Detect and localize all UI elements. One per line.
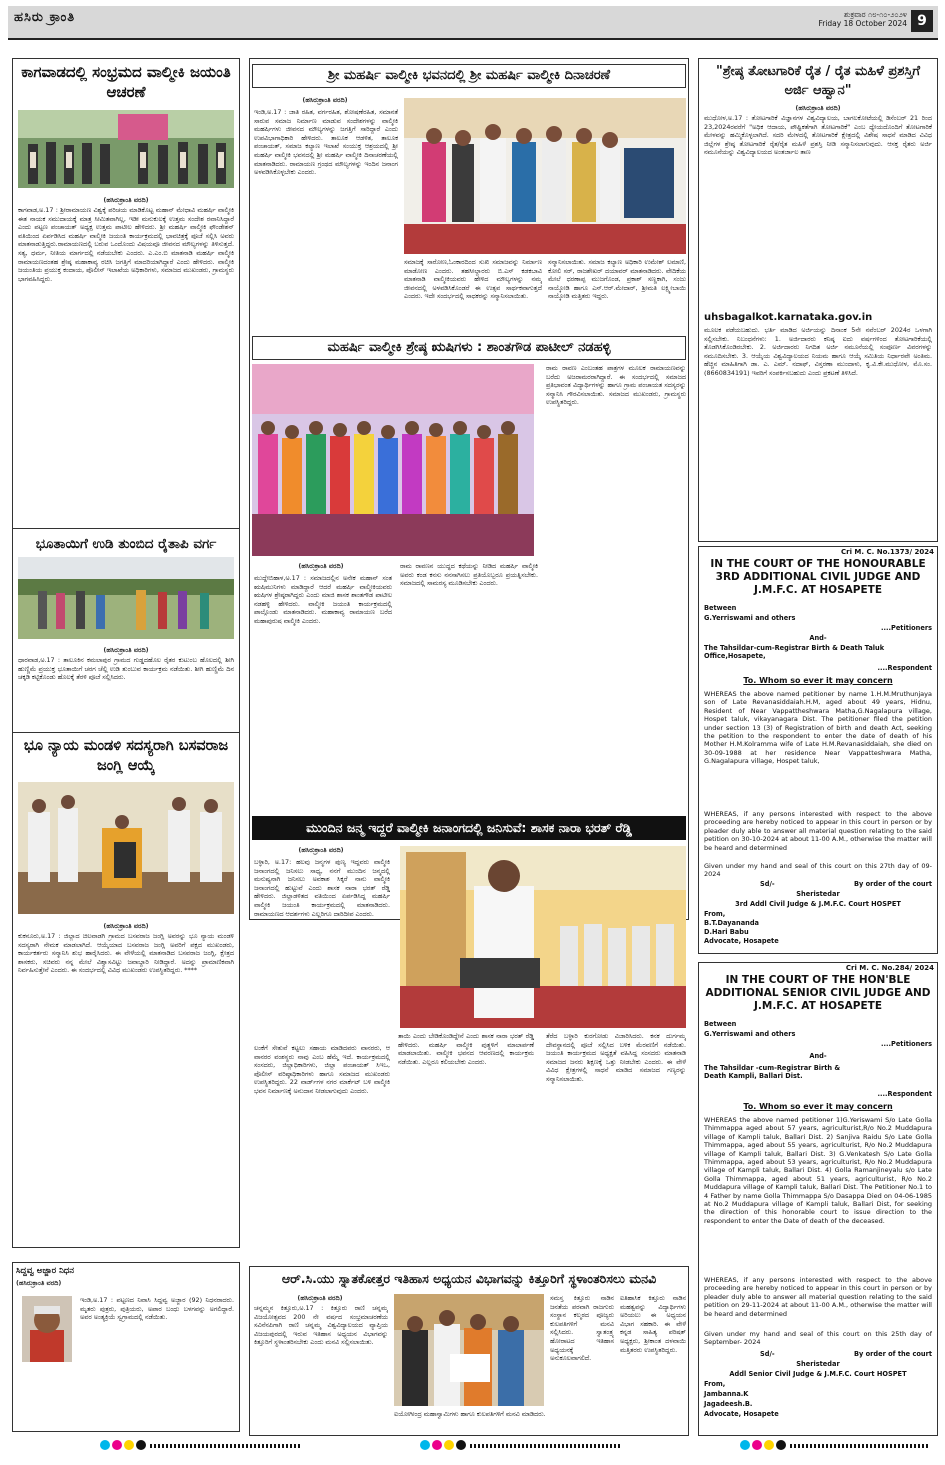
legal-notice-1-ref: Cri M. C. No.1373/ 2024 xyxy=(840,548,934,556)
registration-marks-center xyxy=(420,1440,466,1452)
legal-notice-1-between: Between xyxy=(704,604,737,612)
paper-name: ಹಸಿರು ಕ್ರಾಂತಿ xyxy=(14,10,76,25)
reg-dot-magenta xyxy=(752,1440,762,1450)
registration-marks-left xyxy=(100,1440,146,1452)
story-kagwad-dateline: (ಹಸಿರುಕ್ರಾಂತಿ ವರದಿ) xyxy=(103,196,149,204)
legal-notice-1-respondent-role: ....Respondent xyxy=(877,664,932,672)
reg-dot-yellow xyxy=(124,1440,134,1450)
story-rcu-headline: ಆರ್.ಸಿ.ಯು ಸ್ನಾತಕೋತ್ತರ ಇತಿಹಾಸ ಅಧ್ಯಯನ ವಿಭಾಗವನ್ನು ಕಿತ್ತೂರಿಗೆ ಸ್ಥಳಾಂತರಿಸಲು ಮನವಿ xyxy=(281,1271,657,1286)
legal-notice-2-advocate-2: Jagadeesh.B. xyxy=(704,1400,753,1408)
story-bhutayi-dateline: (ಹಸಿರುಕ್ರಾಂತಿ ವರದಿ) xyxy=(103,646,149,654)
story-bhutayi-photo xyxy=(18,557,234,639)
page-header-bar xyxy=(8,6,938,40)
reg-dot-black xyxy=(776,1440,786,1450)
story-nadahalli-body-a: ಮುದ್ದೇಬಿಹಾಳ,ಅ.17 : ಸಮಾಜದಲ್ಲಿನ ಅನೇಕ ಮಹಾನ್ ಸಂತ ಋಷಿಮುನಿಗಳು ಮಾಡಿದ್ದಾರೆ ಆದರೆ ಮಹರ್ಷಿ ವಾಲ್ಮೀಕಿಯವರು ಋಷಿಗಳ ಶ್ರೇಷ್ಠರಾಗಿದ್ದರು ಎಂದು ಮಾಜಿ ಶಾಸಕ ಶಾಂತಗೌಡ ಪಾಟೀಲ ನಡಹಳ್ಳಿ ಹೇಳಿದರು. ವಾಲ್ಮೀಕಿ ಜಯಂತಿ ಕಾರ್ಯಕ್ರಮದಲ್ಲಿ ಪಾಲ್ಗೊಂಡು ಮಾತನಾಡಿದರು. ಮಹಾಕಾವ್ಯ ರಾಮಾಯಣ ಬರೆದ ಮಹಾಪುರುಷ ವಾಲ್ಮೀಕಿ ಎಂದರು. xyxy=(254,574,392,625)
legal-notice-2-court-short: Addl Senior Civil Judge & J.M.F.C. Court HOSPET xyxy=(729,1370,907,1378)
obituary-body: ಇಂಡಿ,ಅ.17 : ಪಟ್ಟಣದ ನಿವಾಸಿ ಸಿದ್ದವ್ವ ಅಜ್ಜಾರ (92) ನಿಧನರಾದರು. ಮೃತರು ಪುತ್ರರು, ಪುತ್ರಿಯರು, ಅಪಾರ ಬಂಧು ಬಳಗವನ್ನು ಅಗಲಿದ್ದಾರೆ. ಅವರ ಅಂತ್ಯಕ್ರಿಯೆ ಸ್ವಗ್ರಾಮದಲ್ಲಿ ನಡೆಯಿತು. xyxy=(80,1296,234,1322)
reg-dot-black xyxy=(456,1440,466,1450)
reg-dot-magenta xyxy=(112,1440,122,1450)
story-nadahalli-photo xyxy=(252,364,534,556)
obituary-title: ಸಿದ್ದವ್ವ ಅಜ್ಜಾರ ನಿಧನ xyxy=(16,1266,75,1276)
story-indi-photo xyxy=(404,98,686,254)
legal-notice-2-petitioner-role: ....Petitioners xyxy=(880,1040,932,1048)
story-nadahalli-body-b: ರಾಮ ರಾವಣನ ಯುದ್ಧದ ಕಥೆಯನ್ನು ನೀಡಿದ ಮಹರ್ಷಿ ವಾಲ್ಮೀಕಿ ಅವರು ಕಂಡ ಕನಸು ನನಸಾಗಿಸಲು ಪ್ರತಿಯೊಬ್ಬರೂ ಪ್ರಯತ್ನಿಸಬೇಕು. ಸಮಾಜದಲ್ಲಿ ಸಾಮರಸ್ಯ ಮೂಡಿಸಬೇಕು ಎಂದರು. xyxy=(400,562,538,588)
story-horticulture-body-a: ಮುಧೋಳ,ಅ.17 : ತೋಟಗಾರಿಕೆ ವಿಜ್ಞಾನಗಳ ವಿಶ್ವವಿದ್ಯಾಲಯ, ಬಾಗಲಕೋಟೆಯಲ್ಲಿ ಡಿಸೆಂಬರ್ 21 ರಿಂದ 23,2024ರವರೆಗೆ "ಅಧಿಕ ಆದಾಯ, ಪೌಷ್ಟಿಕತೆಗಾಗಿ ತೋಟಗಾರಿಕೆ" ಎಂಬ ಧ್ಯೇಯದೊಂದಿಗೆ ತೋಟಗಾರಿಕೆ ಮೇಳವನ್ನು ಹಮ್ಮಿಕೊಳ್ಳಲಾಗಿದೆ. ಸದರಿ ಮೇಳದಲ್ಲಿ ತೋಟಗಾರಿಕೆ ಕ್ಷೇತ್ರದಲ್ಲಿ ವಿಶೇಷ ಸಾಧನೆ ಮಾಡಿದ ವಿವಿಧ ಜಿಲ್ಲೆಗಳ ಶ್ರೇಷ್ಠ ತೋಟಗಾರಿಕೆ ರೈತ/ರೈತ ಮಹಿಳೆ ಪ್ರಶಸ್ತಿ ನೀಡಿ ಸನ್ಮಾನಿಸಲಾಗುವುದು. ಆಸಕ್ತ ರೈತರು ಅರ್ಜಿ ನಮೂನೆಯನ್ನು ವಿಶ್ವವಿದ್ಯಾಲಯದ ಅಂತರ್ಜಾಲ ತಾಣ xyxy=(704,114,932,157)
legal-notice-1-court-short: 3rd Addl Civil Judge & J.M.F.C. Court HOSPET xyxy=(735,900,901,908)
legal-notice-2-body3: Given under my hand and seal of this court on this 25th day of September- 2024 xyxy=(704,1330,932,1347)
reg-dot-cyan xyxy=(740,1440,750,1450)
divider xyxy=(12,732,240,733)
legal-notice-2-order: By order of the court xyxy=(854,1350,932,1358)
story-nadahalli-body-c: ರಾಮ ರಾವಣ ಎಂಬಂತಹ ಪಾತ್ರಗಳ ಮೂಲಕ ರಾಮಾಯಣವನ್ನು ಬರೆದು ಅಜರಾಮರರಾಗಿದ್ದಾರೆ. ಈ ಸಂದರ್ಭದಲ್ಲಿ ಸಮಾಜದ ಪ್ರತಿಭಾವಂತ ವಿದ್ಯಾರ್ಥಿಗಳನ್ನು ಹಾಗೂ ಗ್ರಾಮ ಪಂಚಾಯತ ಸದಸ್ಯರನ್ನು ಸನ್ಮಾನಿಸಿ ಗೌರವಿಸಲಾಯಿತು. ಸಮಾಜದ ಮುಖಂಡರು, ಗ್ರಾಮಸ್ಥರು ಉಪಸ್ಥಿತರಿದ್ದರು. xyxy=(546,364,686,407)
reg-dot-cyan xyxy=(420,1440,430,1450)
reg-dot-magenta xyxy=(432,1440,442,1450)
story-indi-body-a: ಇಂಡಿ,ಅ.17 : ಜಾತಿ ರಹಿತ, ವರ್ಗರಹಿತ, ಶೋಷಣೆರಹಿತ, ಸಮಾನತೆ ಸಾರುವ ಸಮಾಜ ನಿರ್ಮಾಣ ಮಾಡುವ ಸಂದೇಶಗಳನ್ನು ವಾಲ್ಮೀಕಿ ಮಹರ್ಷಿಗಳು ಜೀವನದ ಮೌಲ್ಯಗಳನ್ನು ಜಗತ್ತಿಗೆ ಸಾರಿದ್ದಾರೆ ಎಂದು ಉಪವಿಭಾಗಾಧಿಕಾರಿ ಹೇಳಿದರು. ತಾಲೂಕ ಆಡಳಿತ, ತಾಲೂಕ ಪಂಚಾಯತ್, ಸಮಾಜ ಕಲ್ಯಾಣ ಇಲಾಖೆ ಸಂಯುಕ್ತ ಆಶ್ರಯದಲ್ಲಿ ಶ್ರೀ ಮಹರ್ಷಿ ವಾಲ್ಮೀಕಿ ಭವನದಲ್ಲಿ ಶ್ರೀ ಮಹರ್ಷಿ ವಾಲ್ಮೀಕಿ ದಿನಾಚರಣೆಯಲ್ಲಿ ಮಾತನಾಡಿದರು. ರಾಮಾಯಣ ಗ್ರಂಥದ ಮೌಲ್ಯಗಳನ್ನು ಇಂದಿನ ಜನಾಂಗ ಅಳವಡಿಸಿಕೊಳ್ಳಬೇಕು ಎಂದರು. xyxy=(254,108,398,177)
obituary-portrait xyxy=(22,1296,72,1362)
story-reddy-headline: ಮುಂದಿನ ಜನ್ಮ ಇದ್ದರೆ ವಾಲ್ಮೀಕಿ ಜನಾಂಗದಲ್ಲಿ ಜನಿಸುವೆ: ಶಾಸಕ ನಾರಾ ಭರತ್ ರೆಡ್ಡಿ xyxy=(252,816,686,840)
legal-notice-2-advocate-1: Jambanna.K xyxy=(704,1390,749,1398)
legal-notice-1-to-whom: To. Whom so ever it may concern xyxy=(743,676,893,685)
story-bhutayi-body: ಧಾರವಾಡ,ಅ.17 : ತಾಲೂಕಿನ ಕಮಲಾಪುರ ಗ್ರಾಮದ ಗುಡ್ಡದಹೊಲ ರೈತರ ಕುಟುಂಬ ಹೊಲದಲ್ಲಿ ಶೀಗಿ ಹುಣ್ಣಿಮೆ ಪ್ರಯುಕ್ತ ಭೂತಾಯಿಗೆ ಚರಗ ಚೆಲ್ಲಿ ಉಡಿ ತುಂಬುವ ಕಾರ್ಯಕ್ರಮ ನಡೆಯಿತು. ಶೀಗಿ ಹುಣ್ಣಿಮೆ ದಿನ ಚಕ್ಕಡಿ ಕಟ್ಟಿಕೊಂಡು ಹೊಲಕ್ಕೆ ತೆರಳಿ ಪೂಜೆ ಸಲ್ಲಿಸಿದರು. xyxy=(18,656,234,682)
legal-notice-2-from: From, xyxy=(704,1380,726,1388)
story-nadahalli-dateline: (ಹಸಿರುಕ್ರಾಂತಿ ವರದಿ) xyxy=(298,562,344,570)
legal-notice-1-advocate-1: B.T.Dayananda xyxy=(704,919,760,927)
story-horticulture-headline: "ಶ್ರೇಷ್ಠ ತೋಟಗಾರಿಕೆ ರೈತ / ರೈತ ಮಹಿಳೆ ಪ್ರಶಸ್ತಿಗೆ ಅರ್ಜಿ ಆಹ್ವಾನ" xyxy=(716,64,920,98)
story-rcu-caption: ಐಯೋಗೀಂದ್ರ ಮಹಾಸ್ವಾಮಿಗಳು ಹಾಗೂ ಕುಲಪತಿಗಳಿಗೆ ಮನವಿ ಮಾಡಿದರು. xyxy=(394,1410,546,1418)
legal-notice-2-to-whom: To. Whom so ever it may concern xyxy=(743,1102,893,1111)
registration-rule-right xyxy=(790,1444,930,1448)
legal-notice-1-sheristedar: Sheristedar xyxy=(796,890,840,898)
reg-dot-yellow xyxy=(764,1440,774,1450)
registration-rule-center xyxy=(470,1444,620,1448)
story-horticulture-dateline: (ಹಸಿರುಕ್ರಾಂತಿ ವರದಿ) xyxy=(795,104,841,112)
legal-notice-2-respondent-role: ....Respondent xyxy=(877,1090,932,1098)
story-reddy-body-b: ಲಂಕೆಗೆ ಸೇತುವೆ ಕಟ್ಟಲು ಸಹಾಯ ಮಾಡಿದವರು ವಾನರರು, ಆ ವಾನರರ ವಂಶಸ್ಥರು ನಾವು ಎಂಬ ಹೆಮ್ಮೆ ಇದೆ. ಕಾರ್ಯಕ್ರಮದಲ್ಲಿ ಸಂಸದರು, ಜಿಲ್ಲಾಧಿಕಾರಿಗಳು, ಜಿಲ್ಲಾ ಪಂಚಾಯತ್ ಸಿಇಒ, ಪೊಲೀಸ್ ವರಿಷ್ಠಾಧಿಕಾರಿಗಳು ಹಾಗೂ ಸಮಾಜದ ಮುಖಂಡರು ಉಪಸ್ಥಿತರಿದ್ದರು. 22 ವಾರ್ಡ್‌ಗಳ ನಗರ ಮಾರ್ಕೆಟ್ ಬಳಿ ವಾಲ್ಮೀಕಿ ಭವನ ನಿರ್ಮಾಣಕ್ಕೆ ಅನುದಾನ ನೀಡಲಾಗುವುದು ಎಂದರು. xyxy=(254,1044,390,1095)
legal-notice-1-petitioner: G.Yerriswami and others xyxy=(704,614,796,622)
story-rcu-body-a: ಚನ್ನಮ್ಮನ ಕಿತ್ತೂರು,ಅ.17 : ಕಿತ್ತೂರು ರಾಣಿ ಚನ್ನಮ್ಮ ವಿಜಯೋತ್ಸವದ 200 ನೇ ವರ್ಷದ ಸಂಭ್ರಮಾಚರಣೆಯ ಸವಿನೆನಪಿಗಾಗಿ ರಾಣಿ ಚನ್ನಮ್ಮ ವಿಶ್ವವಿದ್ಯಾಲಯದ ವ್ಯಾಪ್ತಿಯ ವಿಜಯಪುರದಲ್ಲಿ ಇರುವ ಇತಿಹಾಸ ಅಧ್ಯಯನ ವಿಭಾಗವನ್ನು ಕಿತ್ತೂರಿಗೆ ಸ್ಥಳಾಂತರಿಸಬೇಕು ಎಂದು ಮನವಿ ಸಲ್ಲಿಸಲಾಯಿತು. xyxy=(254,1304,388,1347)
legal-notice-2-between: Between xyxy=(704,1020,737,1028)
story-jangli-photo xyxy=(18,782,234,914)
story-horticulture-body-b: ಮೂಲಕ ಪಡೆಯಬಹುದು. ಭರ್ತಿ ಮಾಡಿದ ಅರ್ಜಿಯನ್ನು ದಿನಾಂಕ 5ನೇ ನವೆಂಬರ್ 2024ರ ಒಳಗಾಗಿ ಸಲ್ಲಿಸಬೇಕು. ನಿಬಂಧನೆಗಳು: 1. ಅರ್ಜಿದಾರರು ಕನಿಷ್ಠ ಐದು ವರ್ಷಗಳಿಂದ ತೋಟಗಾರಿಕೆಯಲ್ಲಿ ತೊಡಗಿಸಿಕೊಂಡಿರಬೇಕು. 2. ಅರ್ಜಿದಾರರು ನಿಗದಿತ ಅರ್ಜಿ ನಮೂನೆಯಲ್ಲಿ ಸಂಪೂರ್ಣ ವಿವರಗಳನ್ನು ನಮೂದಿಸಬೇಕು. 3. ಆಯ್ಕೆಯ ವಿಶ್ವವಿದ್ಯಾಲಯದ ನಿಯಮ ಹಾಗೂ ಆಯ್ಕೆ ಸಮಿತಿಯ ನಿರ್ಧಾರವೇ ಅಂತಿಮ. ಹೆಚ್ಚಿನ ಮಾಹಿತಿಗಾಗಿ ಡಾ. ಎ. ಎಮ್. ನದಾಫ್, ವಿಸ್ತರಣಾ ಮುಂದಾಳು, ಕೃ.ವಿ.ಕೇ.ಮುಧೋಳ, ಮೊ.ಸಂ. (8660834191) ಇವರಿಗೆ ಸಂಪರ್ಕಿಸಬಹುದು ಎಂದು ಪ್ರಕಟಣೆ ತಿಳಿಸಿದೆ. xyxy=(704,326,932,377)
story-indi-body-b: ಸಮಾಜಕ್ಕೆ ಸಾರೋಣ,ಓಂಕಾರದಿಂದ ಸುಖಿ ಸಮಾಜವನ್ನು ನಿರ್ಮಾಣ ಮಾಡೋಣ ಎಂದರು. ತಹಸೀಲ್ದಾರರು ಬಿ.ಎಸ್ ಕಡಕಬಾವಿ ಮಾತನಾಡಿ ವಾಲ್ಮೀಕಿಯವರು ಹೇಳಿದ ಮೌಲ್ಯಗಳನ್ನು ನಮ್ಮ ಜೀವನದಲ್ಲಿ ಅಳವಡಿಸಿಕೊಂಡರೆ ಈ ಉತ್ಸವ ಸಾರ್ಥಕವಾಗುತ್ತದೆ ಎಂದರು. ಇದೇ ಸಂದರ್ಭದಲ್ಲಿ ಸಾಧಕರನ್ನು ಸನ್ಮಾನಿಸಲಾಯಿತು. xyxy=(404,258,542,301)
story-nadahalli-headline: ಮಹರ್ಷಿ ವಾಲ್ಮೀಕಿ ಶ್ರೇಷ್ಠ ಋಷಿಗಳು : ಶಾಂತಗೌಡ ಪಾಟೀಲ್ ನಡಹಳ್ಳಿ xyxy=(252,336,686,360)
story-indi-headline: ಶ್ರೀ ಮಹರ್ಷಿ ವಾಲ್ಮೀಕಿ ಭವನದಲ್ಲಿ ಶ್ರೀ ಮಹರ್ಷಿ ವಾಲ್ಮೀಕಿ ದಿನಾಚರಣೆ xyxy=(252,64,686,88)
legal-notice-1-advocate-3: Advocate, Hosapete xyxy=(704,937,779,945)
legal-notice-1-petitioner-role: ....Petitioners xyxy=(880,624,932,632)
reg-dot-cyan xyxy=(100,1440,110,1450)
legal-notice-2-advocate-3: Advocate, Hosapete xyxy=(704,1410,779,1418)
reg-dot-yellow xyxy=(444,1440,454,1450)
story-rcu-dateline: (ಹಸಿರುಕ್ರಾಂತಿ ವರದಿ) xyxy=(297,1294,343,1302)
legal-notice-2-and: And- xyxy=(809,1052,827,1060)
legal-notice-1-body1: WHEREAS the above named petitioner by name 1.H.M.Mruthunjaya son of Late Revanasiddaiah.H.M, aged about 49 years, Hidnu, Resident of Near Vappattheshwara Matha,G.Nagalapura village, Hospet taluk, vikayanagara Dist. The petitioner filed the petition under section 13 (3) of Registration of birth and death Act, seeking the petition to the respondent to enter the date of death of his Mother H.M.Kolramma wife of Late H.M.Revanasiddaiah, she died on 30-09-1988 at her residence Near Vappatteshwara Matha, G.Nagalapura village, Hospet taluk, xyxy=(704,690,932,766)
legal-notice-2-court: IN THE COURT OF THE HON'BLE ADDITIONAL SENIOR CIVIL JUDGE AND J.M.F.C. AT HOSAPETE xyxy=(705,974,931,1012)
legal-notice-1-body3: Given under my hand and seal of this court on this 27th day of 09- 2024 xyxy=(704,862,932,879)
legal-notice-1-respondent: The Tahsildar-cum-Registrar Birth & Death Taluk Office,Hosapete, xyxy=(704,644,885,661)
legal-notice-1-and: And- xyxy=(809,634,827,642)
registration-rule-left xyxy=(150,1444,300,1448)
divider xyxy=(12,528,240,529)
story-bhutayi-headline: ಭೂತಾಯಿಗೆ ಉಡಿ ತುಂಬಿದ ರೈತಾಪಿ ವರ್ಗ xyxy=(35,536,217,552)
issue-date xyxy=(818,10,907,28)
legal-notice-1-advocate-2: D.Hari Babu xyxy=(704,928,749,936)
legal-notice-1-court: IN THE COURT OF THE HONOURABLE 3RD ADDITIONAL CIVIL JUDGE AND J.M.F.C. AT HOSAPETE xyxy=(710,558,926,596)
story-reddy-dateline: (ಹಸಿರುಕ್ರಾಂತಿ ವರದಿ) xyxy=(298,846,344,854)
page-number: 9 xyxy=(911,10,933,32)
story-indi-dateline: (ಹಸಿರುಕ್ರಾಂತಿ ವರದಿ) xyxy=(302,96,348,104)
story-reddy-body-a: ಬಳ್ಳಾರಿ, ಅ.17: ಹಲವು ಜನ್ಮಗಳ ಪುಣ್ಯ ಇದ್ದವರು ವಾಲ್ಮೀಕಿ ಜನಾಂಗದಲ್ಲಿ ಜನಿಸಲು ಸಾಧ್ಯ, ನನಗೆ ಮುಂದಿನ ಜನ್ಮದಲ್ಲಿ ಮನುಷ್ಯನಾಗಿ ಜನಿಸಲು ಅವಕಾಶ ಸಿಕ್ಕರೆ ನಾನು ವಾಲ್ಮೀಕಿ ಜನಾಂಗದಲ್ಲಿ ಹುಟ್ಟುವೆ ಎಂದು ಶಾಸಕ ನಾರಾ ಭರತ್ ರೆಡ್ಡಿ ಹೇಳಿದರು. ಜಿಲ್ಲಾಡಳಿತದ ವತಿಯಿಂದ ಏರ್ಪಡಿಸಿದ್ದ ಮಹರ್ಷಿ ವಾಲ್ಮೀಕಿ ಜಯಂತಿ ಕಾರ್ಯಕ್ರಮದಲ್ಲಿ ಮಾತನಾಡಿದರು. ರಾಮಾಯಣದ ಆದರ್ಶಗಳು ಎಲ್ಲರಿಗೂ ದಾರಿದೀಪ ಎಂದರು. xyxy=(254,858,390,918)
story-kagwad-body: ಕಾಗವಾಡ,ಅ.17 : ಶ್ರೀರಾಮಾಯಣ ವಿಶ್ವಕ್ಕೆ ಪರಿಚಯ ಮಾಡಿಕೊಟ್ಟ ಮಹಾನ್ ಮೇಧಾವಿ ಮಹರ್ಷಿ ವಾಲ್ಮೀಕಿ ಈತ ನಾಯಕ ಸಮುದಾಯಕ್ಕೆ ಮಾತ್ರ ಸೀಮಿತವಾಗಿಲ್ಲ, ಇಡೀ ಮನುಕುಲಕ್ಕೆ ಉತ್ತಮ ಸಂದೇಶ ರವಾನಿಸಿದ್ದಾರೆ ಎಂದು ಪಟ್ಟಣ ಪಂಚಾಯತ್ ಅಧ್ಯಕ್ಷ ಉತ್ತಮ ಪಾಟೀಲ ಹೇಳಿದರು. ಶ್ರೀ ಮಹರ್ಷಿ ವಾಲ್ಮೀಕಿ ಫೌಂಡೇಶನ್ ವತಿಯಿಂದ ಏರ್ಪಡಿಸಿದ ಮಹರ್ಷಿ ವಾಲ್ಮೀಕಿ ಜಯಂತಿ ಕಾರ್ಯಕ್ರಮದಲ್ಲಿ ಭಾವಚಿತ್ರಕ್ಕೆ ಪೂಜೆ ಸಲ್ಲಿಸಿ ಅವರು ಮಾತನಾಡುತ್ತಿದ್ದರು.ರಾಮಾಯಣದಲ್ಲಿ ಬರುವ ಒಂದೊಂದು ವಿಷಯವೂ ಜೀವನದ ಮೌಲ್ಯಗಳನ್ನು ತಿಳಿಸುತ್ತದೆ. ಸತ್ಯ, ಧರ್ಮ, ನೀತಿಯ ಮಾರ್ಗದಲ್ಲಿ ನಡೆಯಬೇಕು ಎಂದರು. ಎ.ಎಂ.ಬಿ ಮಾತನಾಡಿ ಮಹರ್ಷಿ ವಾಲ್ಮೀಕಿ ರಾಮಾಯಣದಂತಹ ಶ್ರೇಷ್ಠ ಮಹಾಕಾವ್ಯ ರಚಿಸಿ ಜಗತ್ತಿಗೆ ಮಾದರಿಯಾಗಿದ್ದಾರೆ ಎಂದು ಹೇಳಿದರು. ವಾಲ್ಮೀಕಿ ಜಯಂತಿಯ ಪ್ರಯುಕ್ತ ಕಂದಾಯ, ಪೊಲೀಸ್ ಇಲಾಖೆಯ ಅಧಿಕಾರಿಗಳು, ಸಮಾಜದ ಮುಖಂಡರು, ಗ್ರಾಮಸ್ಥರು ಭಾಗವಹಿಸಿದ್ದರು. xyxy=(18,206,234,283)
story-rcu-photo xyxy=(394,1294,544,1406)
story-kagwad-photo xyxy=(18,110,234,188)
issue-date-kannada: ಶುಕ್ರವಾರ ೧೮-೧೦-೨೦೨೪ xyxy=(843,10,907,19)
story-indi-body-c: ಸನ್ಮಾನಿಸಲಾಯಿತು. ಸಮಾಜ ಕಲ್ಯಾಣ ಅಧಿಕಾರಿ ಉಮೇಶ್ ಲಮಾಣಿ, ಕೋಲಿ ಸರ್, ರಾಜಶೇಖರ್ ದಯಾವರ್ ಮಾತನಾಡಿದರು. ವೇದಿಕೆಯ ಮೇಲೆ ಧರಣಾಪ್ಪ ಮುಜಗೊಂಡ, ಪ್ರಕಾಶ್ ಸಣ್ಣಕಾಗಿ, ಸಂಜು ನಾಯ್ಕೋಡಿ ಹಾಗೂ ಎಸ್.ಆರ್.ಮೇದಾರ್, ಶ್ರೀಮತಿ ಲಕ್ಷ್ಮೀಬಾಯಿ ನಾಯ್ಕೋಡಿ ಮತ್ತಿತರು ಇದ್ದರು. xyxy=(548,258,686,301)
story-reddy-photo xyxy=(400,846,686,1028)
story-reddy-body-d: ತೆರೆದ ಬಳ್ಳಾರಿ ಕುರಗೋಡು ವಿಜಾರಿಸಿದರು. ಕನಕ ದುರ್ಗಮ್ಮ ದೇವಸ್ಥಾನದಲ್ಲಿ ಪೂಜೆ ಸಲ್ಲಿಸಿದ ಬಳಿಕ ಮೆರವಣಿಗೆ ನಡೆಯಿತು. ಜಯಂತಿ ಕಾರ್ಯಕ್ರಮದ ಅಧ್ಯಕ್ಷತೆ ವಹಿಸಿದ್ದ ಸಂಸದರು ಮಾತನಾಡಿ ಸಮಾಜದ ಜನರು ಶಿಕ್ಷಣಕ್ಕೆ ಒತ್ತು ನೀಡಬೇಕು ಎಂದರು. ಈ ವೇಳೆ ವಿವಿಧ ಕ್ಷೇತ್ರಗಳಲ್ಲಿ ಸಾಧನೆ ಮಾಡಿದ ಸಮಾಜದ ಗಣ್ಯರನ್ನು ಸನ್ಮಾನಿಸಲಾಯಿತು. xyxy=(546,1032,686,1083)
obituary-dateline: (ಹಸಿರುಕ್ರಾಂತಿ ವರದಿ) xyxy=(16,1279,62,1287)
legal-notice-1-sd: Sd/- xyxy=(760,880,775,888)
legal-notice-2-ref: Cri M. C. No.284/ 2024 xyxy=(845,964,934,972)
story-horticulture-web-link[interactable]: uhsbagalkot.karnataka.gov.in xyxy=(704,312,873,323)
legal-notice-1-order: By order of the court xyxy=(854,880,932,888)
story-jangli-headline: ಭೂ ನ್ಯಾಯ ಮಂಡಳಿ ಸದಸ್ಯರಾಗಿ ಬಸವರಾಜ ಜಂಗ್ಲಿ ಆಯ್ಕೆ xyxy=(23,738,229,774)
issue-date-english: Friday 18 October 2024 xyxy=(818,19,907,28)
legal-notice-2-sheristedar: Sheristedar xyxy=(796,1360,840,1368)
legal-notice-2-petitioner: G.Yerriswami and others xyxy=(704,1030,796,1038)
reg-dot-black xyxy=(136,1440,146,1450)
story-jangli-dateline: (ಹಸಿರುಕ್ರಾಂತಿ ವರದಿ) xyxy=(103,922,149,930)
legal-notice-2-body1: WHEREAS the above named petitioner 1)G.Yeriswami S/o Late Golla Thimmappa aged about 57 years, agriculturist,R/o No.2 Muddapura village of Kampli taluk, Ballari Dist. 2) Sanjiva Raidu S/o Late Golla Thimmappa, aged about 55 years, agriculturist, R/o No.2 Muddapura village of Kampli taluk, Ballari Dist. 3) G.Venkatesh S/o Late Golla Thimmappa, aged about 53 years, agriculturist, R/o No.2 Muddapura village of Kampli taluk, Ballari Dist. 4) Golla Ramanjineyalu s/o Late Golla Thimmappa, aged about 51 years, agriculturist, R/o No.2 Muddapura village of Kampli taluk, Ballari Dist. The Petitioner No.1 to 4 Father by name Golla Thimmappa S/o Dasappa Died on 04-06-1985 at No.2 Muddapura village of Kampli taluk, Ballari Dist, for seeking the direction of this honorable court to issue direction to the respondent to enter the Date of death of the deceased. xyxy=(704,1116,932,1225)
registration-marks-right xyxy=(740,1440,786,1452)
story-rcu-body-c: ಐತಿಹಾಸಿಕ ಕಿತ್ತೂರು ನಾಡಿನ ಮಹತ್ವವನ್ನು ವಿದ್ಯಾರ್ಥಿಗಳು ಅರಿಯಲು ಈ ಅಧ್ಯಯನ ವಿಭಾಗ ಸಹಕಾರಿ. ಈ ವೇಳೆ ಕನ್ನಡ ಸಾಹಿತ್ಯ ಪರಿಷತ್ ಅಧ್ಯಕ್ಷರು, ಶ್ರೀಕಾಂತ ದಳವಾಯಿ ಮತ್ತಿತರರು ಉಪಸ್ಥಿತರಿದ್ದರು. xyxy=(620,1294,686,1354)
legal-notice-2-respondent: The Tahsildar -cum-Registrar Birth & Death Kampli, Ballari Dist. xyxy=(704,1064,841,1081)
legal-notice-1-from: From, xyxy=(704,910,726,918)
story-rcu-body-b: ಸಮಸ್ತ ಕಿತ್ತೂರು ನಾಡಿನ ಜನತೆಯ ಪರವಾಗಿ ರಾಜಗುರು ಸಂಸ್ಥಾನ ಕಲ್ಮಠದ ಪೂಜ್ಯರು ಕುಲಪತಿಗಳಿಗೆ ಮನವಿ ಸಲ್ಲಿಸಿದರು. ಸ್ವಾತಂತ್ರ್ಯ ಹೋರಾಟದ ಇತಿಹಾಸ ಅಧ್ಯಯನಕ್ಕೆ ಅನುಕೂಲವಾಗಲಿದೆ. xyxy=(550,1294,614,1363)
legal-notice-1-body2: WHEREAS, if any persons interested with respect to the above proceeding are hereby noticed to appear in this court in person or by pleader duly able to answer all material question relating to the said petition on 30-10-2024 at about 11-00 A.M., otherwise the matter will be heard and determined xyxy=(704,810,932,852)
legal-notice-2-body2: WHEREAS, if any persons interested with respect to the above proceeding are hereby noticed to appear in this court in person or by pleader duly able to answer all material question relating to the said petition on 29-11-2024 at about 11-00 A.M., otherwise the matter will be heard and determined xyxy=(704,1276,932,1318)
legal-notice-2-sd: Sd/- xyxy=(760,1350,775,1358)
story-jangli-body: ಕುಕನೂರು,ಅ.17 : ಜಿಲ್ಲಾದ ಚಿಲವಾಡಗಿ ಗ್ರಾಮದ ಬಸವರಾಜ ಜಂಗ್ಲಿ ಅವರನ್ನು ಭೂ ನ್ಯಾಯ ಮಂಡಳಿ ಸದಸ್ಯರಾಗಿ ನೇಮಕ ಮಾಡಲಾಗಿದೆ. ಆಯ್ಕೆಯಾದ ಬಸವರಾಜ ಜಂಗ್ಲಿ ಅವರಿಗೆ ಪಕ್ಷದ ಮುಖಂಡರು, ಕಾರ್ಯಕರ್ತರು ಸನ್ಮಾನಿಸಿ ಶುಭ ಹಾರೈಸಿದರು. ಈ ವೇಳೆಯಲ್ಲಿ ಮಾತನಾಡಿದ ಬಸವರಾಜ ಜಂಗ್ಲಿ, ಕ್ಷೇತ್ರದ ಶಾಸಕರು, ಸಚಿವರು ನನ್ನ ಮೇಲೆ ವಿಶ್ವಾಸವಿಟ್ಟು ಜವಾಬ್ದಾರಿ ನೀಡಿದ್ದಾರೆ. ಅದನ್ನು ಪ್ರಾಮಾಣಿಕವಾಗಿ ನಿರ್ವಹಿಸುತ್ತೇನೆ ಎಂದರು. ಈ ಸಂದರ್ಭದಲ್ಲಿ ವಿವಿಧ ಮುಖಂಡರು ಉಪಸ್ಥಿತರಿದ್ದರು. **** xyxy=(18,932,234,975)
story-reddy-body-c: ತಾಯಿ ಎಂದು ಬೇಡಿಕೊಂಡಿದ್ದೇನೆ ಎಂದು ಶಾಸಕ ನಾರಾ ಭರತ್ ರೆಡ್ಡಿ ಹೇಳಿದರು. ಮಹರ್ಷಿ ವಾಲ್ಮೀಕಿ ಪುತ್ಥಳಿಗೆ ಮಾಲಾರ್ಪಣೆ ಮಾಡಲಾಯಿತು. ವಾಲ್ಮೀಕಿ ಭವನದ ಆವರಣದಲ್ಲಿ ಕಾರ್ಯಕ್ರಮ ನಡೆಯಿತು. ಎಲ್ಲರೂ ಕಲಿಯಬೇಕು ಎಂದರು. xyxy=(398,1032,534,1066)
story-kagwad-headline: ಕಾಗವಾಡದಲ್ಲಿ ಸಂಭ್ರಮದ ವಾಲ್ಮೀಕಿ ಜಯಂತಿ ಆಚರಣೆ xyxy=(21,63,231,101)
